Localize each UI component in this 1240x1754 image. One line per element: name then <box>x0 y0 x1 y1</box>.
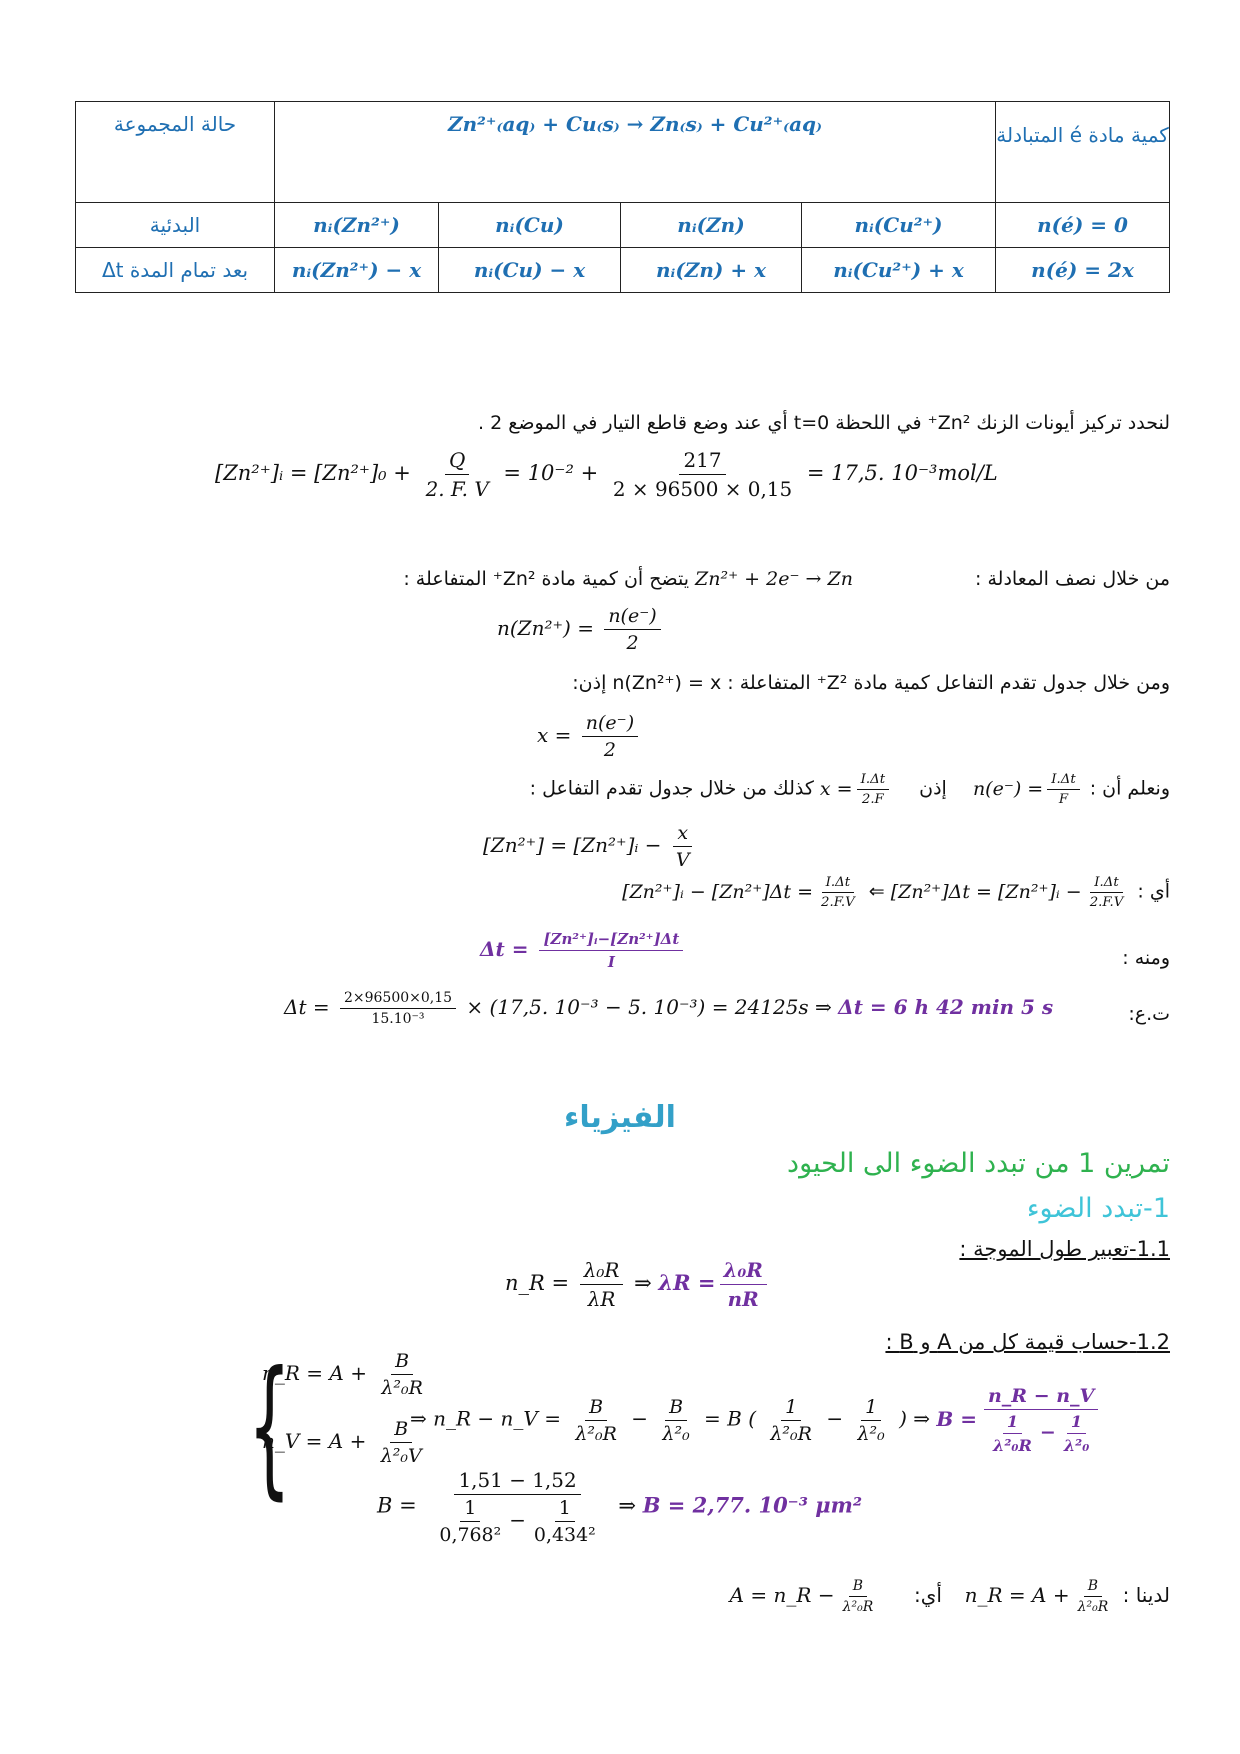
frac-den: λ²₀ <box>662 1422 690 1445</box>
eq-part: أي : <box>1137 880 1170 903</box>
frac-den: λ²₀R <box>381 1377 423 1399</box>
frac-num: 1 <box>460 1497 480 1522</box>
eq-part: n_R = A + <box>262 1361 367 1385</box>
table-row-after <box>76 248 1170 293</box>
header-exchanged: كمية مادة é المتبادلة <box>996 102 1170 203</box>
eq-part: x = <box>537 723 572 747</box>
eq-part: = B ( <box>704 1406 757 1431</box>
hence-label: ومنه : <box>1122 947 1170 969</box>
eq-part: لدينا : <box>1122 1583 1170 1607</box>
advancement-table <box>75 101 1170 293</box>
frac-den: λ²₀R <box>993 1436 1032 1455</box>
eq-part: ⇒ n_R − n_V = <box>410 1406 561 1431</box>
half-eq-math: Zn²⁺ + 2e⁻ → Zn <box>695 568 853 590</box>
frac-num: n(e⁻) <box>604 605 660 630</box>
eq-part: λR = <box>658 1270 716 1295</box>
equation-wavelength <box>505 1258 771 1311</box>
physics-title: الفيزياء <box>564 1100 676 1135</box>
frac-den: 0,768² <box>439 1524 502 1546</box>
frac-den: λ²₀R <box>842 1599 874 1615</box>
intro-text: لنحدد تركيز أيونات الزنك Zn²⁺ في اللحظة t=0 أي عند وضع قاطع التيار في الموضع 2 . <box>477 412 1170 434</box>
equation-initial-concentration <box>215 448 998 501</box>
frac-num: [Zn²⁺]ᵢ−[Zn²⁺]Δt <box>539 930 683 951</box>
table-cell: nᵢ(Cu²⁺) + x <box>802 248 996 293</box>
equation-zn-concentration <box>483 822 698 871</box>
frac-den: λ²₀R <box>1077 1599 1109 1615</box>
know-line <box>530 772 1170 807</box>
frac-num: n(e⁻) <box>582 712 638 737</box>
eq-part: [Zn²⁺]ᵢ = [Zn²⁺]₀ + <box>215 461 411 485</box>
frac-den: nR <box>727 1287 759 1311</box>
table-cell: nᵢ(Cu²⁺) <box>802 203 996 248</box>
frac-num: I.Δt <box>822 875 854 893</box>
equation-numeric-delta-t <box>284 990 1053 1027</box>
table-cell: nᵢ(Cu) − x <box>439 248 621 293</box>
frac-den: 2 <box>626 632 639 654</box>
table-cell: nᵢ(Zn) + x <box>621 248 802 293</box>
frac-den: 2 × 96500 × 0,15 <box>612 477 793 501</box>
eq-part: B = <box>936 1406 978 1431</box>
frac-den: λR <box>587 1287 616 1311</box>
eq-part: Δt = <box>284 995 330 1019</box>
frac-num: λ₀R <box>580 1258 624 1285</box>
row-after-label: بعد تمام المدة Δt <box>76 248 275 293</box>
ie-line <box>622 875 1170 910</box>
eq-part: B = <box>377 1493 417 1518</box>
eq-part: n_R = A + <box>964 1583 1070 1607</box>
eq-part: × (17,5. 10⁻³ − 5. 10⁻³) = 24125s ⇒ <box>466 995 832 1019</box>
equation-b-numeric: B = 1,51 − 1,52 $\frac{1}{\text{0,768²}}$ − $\frac{1}{\text{0,434²}}$ ⇒ B = 2,77. 10⁻³ μm² <box>377 1468 863 1546</box>
frac-num: B <box>390 1418 412 1443</box>
frac-den: V <box>675 849 690 871</box>
frac-num: B <box>1084 1578 1102 1597</box>
table-cell: nᵢ(Zn²⁺) − x <box>275 248 439 293</box>
equation-delta-t <box>480 930 687 971</box>
table-cell: nᵢ(Zn²⁺) <box>275 203 439 248</box>
left-brace: { <box>248 1340 291 1514</box>
table-header-row <box>76 102 1170 203</box>
delta-t-result: Δt = 6 h 42 min 5 s <box>838 995 1054 1019</box>
table-cell: nᵢ(Cu) <box>439 203 621 248</box>
frac-num: B <box>849 1578 867 1597</box>
eq-part: = 17,5. 10⁻³mol/L <box>806 461 998 485</box>
equation-x <box>537 712 642 761</box>
eq-part: − <box>826 1406 844 1431</box>
eq-part: = 10⁻² + <box>503 461 599 485</box>
half-equation-line <box>403 568 1170 590</box>
system-derivation: ⇒ n_R − n_V = $\frac{B}{\text{λ²₀R}}$ − $\frac{B}{\text{λ²₀}}$ = B ( $\frac{1}{\text{λ²₀R}}$ − $\frac{1}{\text{λ²₀}}$ ) ⇒ B = n_R − n_V $\frac{1}{\text{λ²₀R}}$ − $\frac{1}{\text{λ²₀}}$ <box>410 1385 1105 1455</box>
eq-part: n(e⁻) = <box>972 777 1044 800</box>
frac-num: 2×96500×0,15 <box>340 990 456 1009</box>
b-result: B = 2,77. 10⁻³ μm² <box>642 1492 863 1518</box>
table-relation-line: ومن خلال جدول تقدم التفاعل كمية مادة Z²⁺ المتفاعلة : n(Zn²⁺) = x إذن: <box>572 672 1170 694</box>
have-line <box>730 1578 1170 1615</box>
eq-part: ⇐ <box>868 880 885 903</box>
eq-part: ⇒ <box>634 1271 652 1295</box>
frac-num: 1 <box>1003 1412 1022 1434</box>
table-cell: n(é) = 0 <box>996 203 1170 248</box>
application-label: ت.ع: <box>1128 1003 1170 1025</box>
row-initial-label: البدئية <box>76 203 275 248</box>
frac-num: 1 <box>861 1396 881 1421</box>
eq-part: أي: <box>913 1583 942 1607</box>
frac-den: λ²₀V <box>380 1445 422 1467</box>
frac-num: B <box>585 1396 607 1421</box>
half-eq-label: من خلال نصف المعادلة : <box>975 568 1170 590</box>
table-cell: nᵢ(Zn) <box>621 203 802 248</box>
frac-den: λ²₀ <box>1063 1436 1090 1455</box>
frac-num: x <box>673 822 692 847</box>
eq-part: [Zn²⁺] = [Zn²⁺]ᵢ − <box>483 833 662 857</box>
frac-num: 1 <box>555 1497 575 1522</box>
eq-part: [Zn²⁺]Δt = [Zn²⁺]ᵢ − <box>890 880 1082 903</box>
frac-den: 2.F.V <box>1089 895 1124 910</box>
system-eq-red <box>262 1350 431 1399</box>
eq-part: ونعلم أن : <box>1089 777 1170 800</box>
eq-part: ⇒ <box>618 1493 637 1518</box>
table-row-initial <box>76 203 1170 248</box>
eq-part: n(Zn²⁺) = <box>497 616 594 640</box>
frac-num: 1 <box>1067 1412 1086 1434</box>
frac-den: 15.10⁻³ <box>371 1011 425 1027</box>
table-cell: n(é) = 2x <box>996 248 1170 293</box>
eq-part: Δt = <box>480 937 529 961</box>
half-eq-after: يتضح أن كمية مادة Zn²⁺ المتفاعلة : <box>403 568 689 590</box>
frac-den: 2.F.V <box>821 895 855 910</box>
system-eq-violet <box>262 1418 430 1467</box>
frac-num: Q <box>445 448 469 475</box>
frac-num: I.Δt <box>857 772 889 790</box>
exercise-title: تمرين 1 من تبدد الضوء الى الحيود <box>787 1148 1170 1179</box>
eq-part: x = <box>819 777 853 800</box>
frac-den: λ²₀R <box>770 1422 812 1445</box>
section-title: 1-تبدد الضوء <box>1026 1193 1170 1224</box>
header-state: حالة المجموعة <box>76 102 275 203</box>
frac-den: λ²₀R <box>575 1422 617 1445</box>
frac-num: 1 <box>781 1396 801 1421</box>
eq-part: n_R = <box>505 1271 570 1295</box>
frac-den: 2 <box>603 739 616 761</box>
header-equation: Zn²⁺₍aq₎ + Cu₍s₎ → Zn₍s₎ + Cu²⁺₍aq₎ <box>275 102 996 203</box>
frac-num: 1,51 − 1,52 <box>454 1468 580 1495</box>
frac-num: B <box>665 1396 687 1421</box>
frac-num: B <box>391 1350 413 1375</box>
frac-num: λ₀R <box>720 1258 767 1285</box>
frac-num: I.Δt <box>1090 875 1122 893</box>
frac-num: n_R − n_V <box>984 1385 1098 1410</box>
eq-part: A = n_R − <box>729 1583 835 1607</box>
frac-den: λ²₀ <box>857 1422 885 1445</box>
eq-part: − <box>631 1406 649 1431</box>
frac-den: 2. F. V <box>425 477 489 501</box>
eq-part: إذن <box>919 777 947 800</box>
frac-den: F <box>1058 792 1069 807</box>
question-1-1: 1.1-تعبير طول الموجة : <box>959 1237 1170 1261</box>
frac-den: 2.F <box>861 792 884 807</box>
eq-part: كذلك من خلال جدول تقدم التفاعل : <box>529 777 814 800</box>
equation-nzn <box>497 605 665 654</box>
frac-num: 217 <box>679 448 725 475</box>
question-1-2: 1.2-حساب قيمة كل من A و B : <box>885 1330 1170 1354</box>
frac-num: I.Δt <box>1047 772 1079 790</box>
eq-part: ) ⇒ <box>899 1406 931 1431</box>
frac-den: I <box>607 953 615 971</box>
frac-den: 0,434² <box>533 1524 596 1546</box>
eq-part: [Zn²⁺]ᵢ − [Zn²⁺]Δt = <box>622 880 814 903</box>
eq-part: n_V = A + <box>262 1429 367 1453</box>
